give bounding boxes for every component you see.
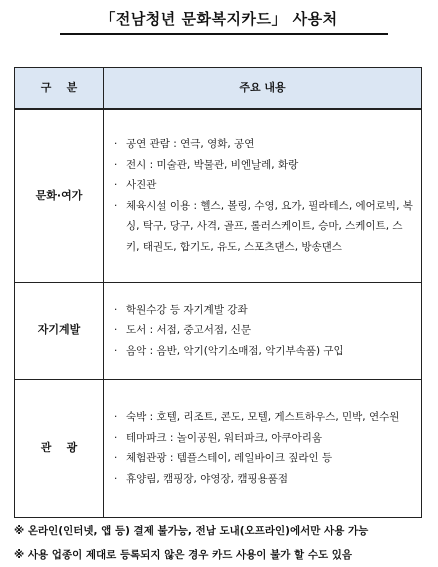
items-cell [104, 109, 422, 282]
list-item: · 음악 : 음반, 악기(악기소매점, 악기부속품) 구입 [114, 341, 415, 362]
list-item: · 사진관 [114, 175, 415, 196]
header-category: 구 분 [15, 68, 104, 110]
category-cell: 자기계발 [15, 282, 104, 379]
list-item: · 체험관광 : 템플스테이, 레일바이크 짚라인 등 [114, 448, 415, 469]
bullet: · [114, 324, 118, 337]
bullet: · [114, 344, 118, 357]
list-item: · 체육시설 이용 : 헬스, 볼링, 수영, 요가, 필라테스, 에어로빅, 복싱, 탁구, 당구, 사격, 골프, 롤러스케이트, 승마, 스케이트, 스키, 태권도, 합기도, 유도, 스포츠댄스, 방송댄스 [114, 196, 415, 258]
list-item: · 도서 : 서점, 중고서점, 신문 [114, 320, 415, 341]
table-row [15, 109, 422, 282]
usage-table [14, 67, 422, 518]
category-cell: 관 광 [15, 379, 104, 517]
bullet: · [114, 138, 118, 151]
items-cell [104, 282, 422, 379]
bullet: · [114, 411, 118, 423]
note-online-payment: ※ 온라인(인터넷, 앱 등) 결제 불가능, 전남 도내(오프라인)에서만 사용 가능 [14, 525, 369, 537]
list-item: · 휴양림, 캠핑장, 야영장, 캠핑용품점 [114, 469, 415, 490]
bullet: · [114, 303, 118, 316]
bullet: · [114, 431, 118, 444]
bullet: · [114, 158, 118, 171]
header-content: 주요 내용 [104, 68, 422, 110]
bullet: · [114, 452, 118, 464]
note-category-registration: ※ 사용 업종이 제대로 등록되지 않은 경우 카드 사용이 불가 할 수도 있음 [14, 549, 353, 561]
table-header-row [15, 68, 422, 110]
list-item: · 테마파크 : 놀이공원, 워터파크, 아쿠아리움 [114, 428, 415, 449]
bullet: · [114, 179, 118, 192]
notes [14, 519, 434, 567]
category-cell: 문화·여가 [15, 109, 104, 282]
table-row [15, 282, 422, 379]
bullet: · [114, 472, 118, 485]
title-underline [60, 33, 388, 35]
list-item: · 학원수강 등 자기계발 강좌 [114, 300, 415, 321]
bullet: · [114, 199, 118, 212]
list-item: · 숙박 : 호텔, 리조트, 콘도, 모텔, 게스트하우스, 민박, 연수원 [114, 407, 415, 428]
table-row [15, 379, 422, 517]
list-item: · 전시 : 미술관, 박물관, 비엔날레, 화랑 [114, 155, 415, 176]
items-cell [104, 379, 422, 517]
list-item: · 공연 관람 : 연극, 영화, 공연 [114, 134, 415, 155]
page-title: 「전남청년 문화복지카드」 사용처 [100, 10, 338, 28]
